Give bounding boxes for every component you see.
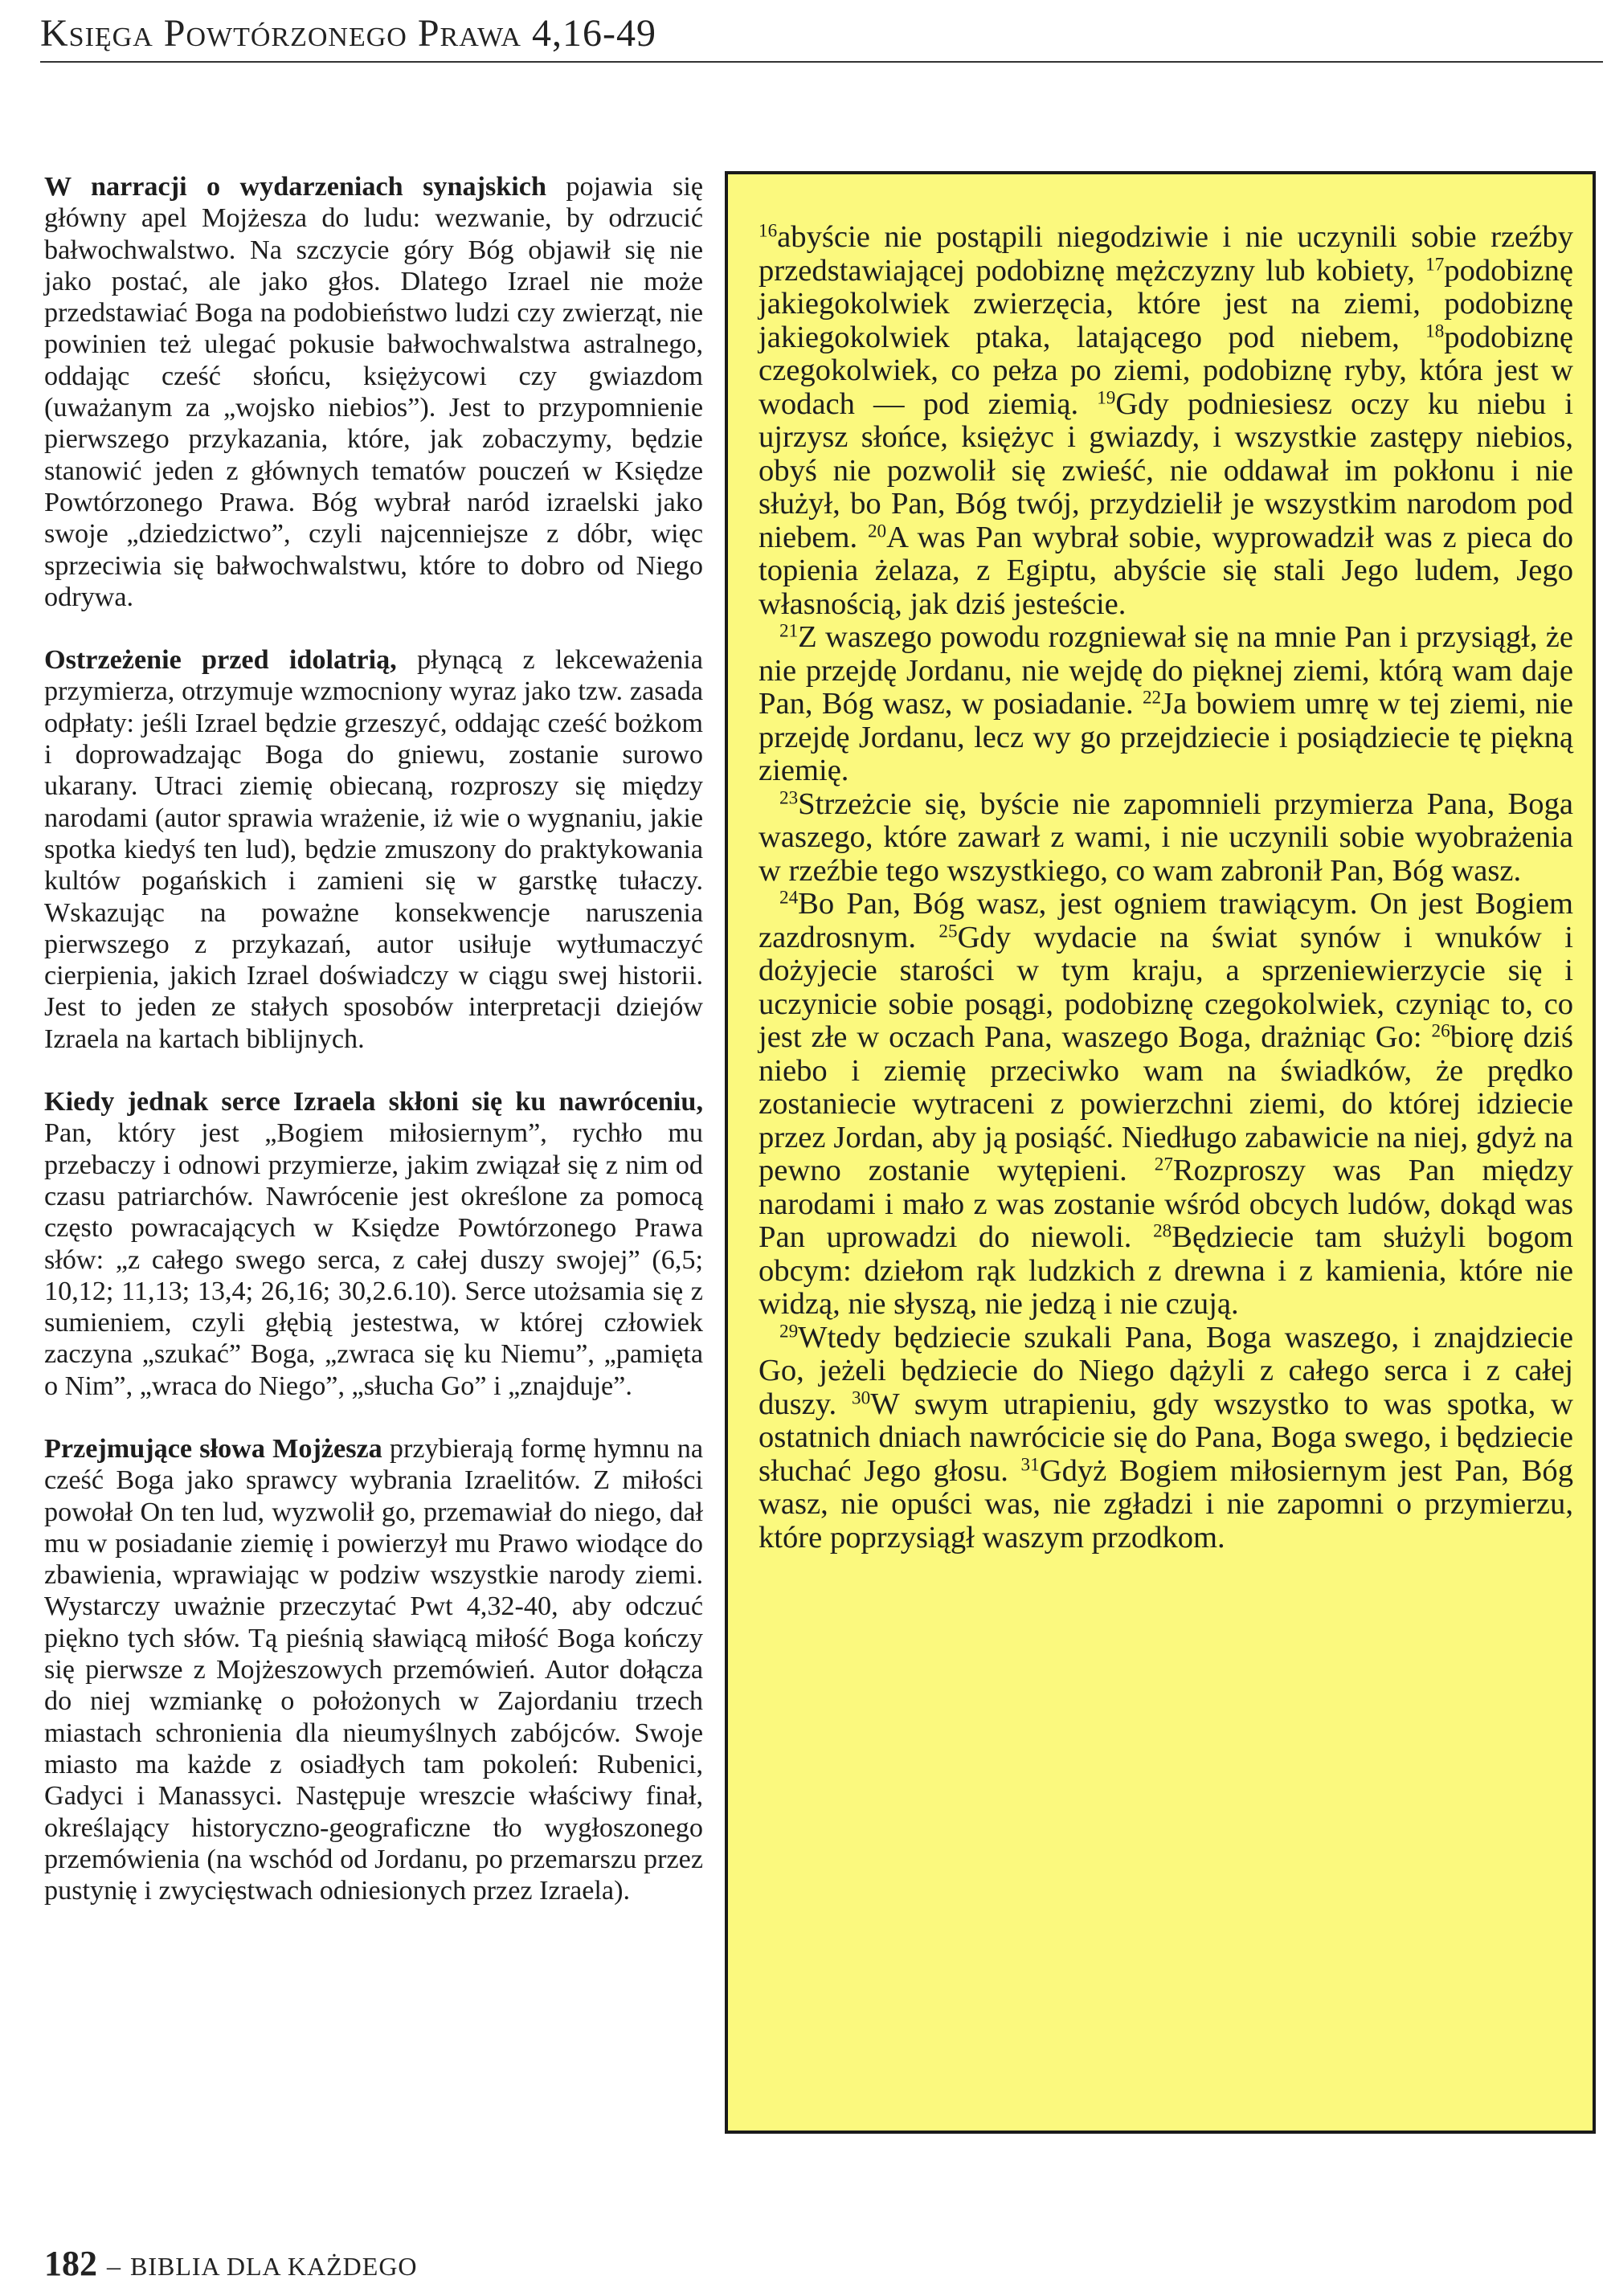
paragraph-lead: Przejmujące słowa Mojżesza [44, 1433, 382, 1464]
verse-number: 31 [1020, 1453, 1040, 1475]
verse-number: 16 [759, 220, 778, 242]
verse-text: Gdy wydacie na świat synów i wnuków i dożyjecie starości w tym kraju, a sprzeniewierzycie się i uczynicie sobie posągi, podobiznę czegokolwiek, czyniąc to, co jest złe w oczach Pana, waszego Boga, drażniąc Go: [759, 920, 1573, 1054]
verse-text: A was Pan wybrał sobie, wyprowadził was z pieca do topienia żelaza, z Egiptu, abyście się stali Jego ludem, Jego własnością, jak dziś jesteście. [759, 520, 1573, 621]
paragraph-lead: Kiedy jednak serce Izraela skłoni się ku nawróceniu, [44, 1087, 703, 1117]
verse-number: 28 [1153, 1220, 1172, 1242]
verse-text: podobiznę jakiegokolwiek zwierzęcia, które jest na ziemi, podobiznę jakiegokolwiek ptaka, latającego pod niebem, [759, 253, 1573, 354]
commentary-paragraph [44, 1086, 703, 1402]
verse-number: 22 [1142, 687, 1162, 709]
verse-text: biorę dziś niebo i ziemię przeciwko wam na świadków, że prędko zostaniecie wytraceni z powierzchni ziemi, do której idziecie przez Jordan, aby ją posiąść. Niedługo zabawicie na niej, gdyż na pewno zostanie wytępieni. [759, 1020, 1573, 1187]
scripture-paragraph [759, 788, 1573, 889]
verse-number: 19 [1097, 386, 1116, 408]
verse-text: Bo Pan, Bóg wasz, jest ogniem trawiącym. On jest Bogiem zazdrosnym. [759, 887, 1573, 954]
verse-text: W swym utrapieniu, gdy wszystko to was spotka, w ostatnich dniach nawrócicie się do Pana, Boga swego, i będziecie słuchać Jego głosu. [759, 1387, 1573, 1488]
series-title: BIBLIA DLA KAŻDEGO [130, 2252, 418, 2281]
verse-number: 25 [938, 920, 958, 942]
paragraph-text: przybierają formę hymnu na cześć Boga jako sprawcy wybrania Izraelitów. Z miłości powołał On ten lud, wyzwolił go, przemawiał do niego, dał mu w posiadanie ziemię i powierzył mu Prawo wiodące do zbawienia, wprawiając w podziw wszystkie narody ziemi. Wystarczy uważnie przeczytać Pwt 4,32-40, aby odczuć piękno tych słów. Tą pieśnią sławiącą miłość Boga kończy się pierwsze z Mojżeszowych przemówień. Autor dołącza do niej wzmiankę o położonych w Zajordaniu trzech miastach schronienia dla nieumyślnych zabójców. Swoje miasto ma każde z osiadłych tam pokoleń: Rubenici, Gadyci i Manassyci. Następuje wreszcie właściwy finał, określający historyczno-geograficzne tło wygłoszonego przemówienia (na wschód od Jordanu, po przemarszu przez pustynię i zwycięstwach odniesionych przez Izraela). [44, 1433, 703, 1906]
verse-text: podobiznę czegokolwiek, co pełza po ziemi, podobiznę ryby, która jest w wodach — pod ziemią. [759, 320, 1573, 421]
scripture-box [725, 171, 1596, 2134]
verse-number: 29 [779, 1320, 799, 1342]
header-rule [40, 61, 1603, 63]
paragraph-lead: W narracji o wydarzeniach synajskich [44, 172, 546, 202]
running-head [40, 11, 1599, 55]
scripture-paragraph [759, 1322, 1573, 1555]
scripture-text [759, 221, 1573, 1554]
commentary-column [44, 171, 703, 1938]
verse-number: 24 [779, 887, 799, 909]
paragraph-lead: Ostrzeżenie przed idolatrią, [44, 645, 397, 676]
verse-text: Z waszego powodu rozgniewał się na mnie Pan i przysiągł, że nie przejdę Jordanu, nie wejdę do pięknej ziemi, którą wam daje Pan, Bóg wasz, w posiadanie. [759, 620, 1573, 721]
verse-text: Strzeżcie się, byście nie zapomnieli przymierza Pana, Boga waszego, które zawarł z wami, i nie uczynili sobie wyobrażenia w rzeźbie tego wszystkiego, co wam zabronił Pan, Bóg wasz. [759, 786, 1573, 888]
verse-text: Rozproszy was Pan między narodami i mało z was zostanie wśród obcych ludów, dokąd was Pan uprowadzi do niewoli. [759, 1154, 1574, 1254]
verse-number: 23 [779, 786, 799, 808]
verse-number: 26 [1431, 1020, 1450, 1042]
chapter-reference: 4,16-49 [531, 12, 656, 55]
scripture-paragraph [759, 221, 1573, 621]
verse-text: Gdyż Bogiem miłosiernym jest Pan, Bóg wasz, nie opuści was, nie zgładzi i nie zapomni o przymierzu, które poprzysiągł waszym przodkom. [759, 1453, 1573, 1554]
verse-text: Ja bowiem umrę w tej ziemi, nie przejdę Jordanu, lecz wy go przejdziecie i posiądziecie tę piękną ziemię. [759, 687, 1573, 787]
verse-number: 27 [1154, 1154, 1173, 1175]
paragraph-text: Pan, który jest „Bogiem miłosiernym”, rychło mu przebaczy i odnowi przymierze, jakim związał się z nim od czasu patriarchów. Nawrócenie jest określone za pomocą często powracających w Księdze Powtórzonego Prawa słów: „z całego swego serca, z całej duszy swojej” (6,5; 10,12; 11,13; 13,4; 26,16; 30,2.6.10). Serce utożsamia się z sumieniem, czyli głębią jestestwa, w której człowiek zaczyna „szukać” Boga, „zwraca się ku Niemu”, „pamięta o Nim”, „wraca do Niego”, „słucha Go” i „znajduje”. [44, 1118, 703, 1401]
footer-separator: – [107, 2252, 121, 2282]
verse-number: 17 [1425, 253, 1445, 275]
paragraph-text: pojawia się główny apel Mojżesza do ludu: wezwanie, by odrzucić bałwochwalstwo. Na szczycie góry Bóg objawił się nie jako postać, ale jako głos. Dlatego Izrael nie może przedstawiać Boga na podobieństwo ludzi czy zwierząt, nie powinien też ulegać pokusie bałwochwalstwa astralnego, oddając cześć słońcu, księżycowi czy gwiazdom (uważanym za „wojsko niebios”). Jest to przypomnienie pierwszego przykazania, które, jak zobaczymy, będzie stanowić jeden z głównych tematów pouczeń w Księdze Powtórzonego Prawa. Bóg wybrał naród izraelski jako swoje „dziedzictwo”, czyli najcenniejsze z dóbr, więc sprzeciwia się bałwochwalstwu, które to dobro od Niego odrywa. [44, 172, 703, 612]
verse-number: 30 [852, 1387, 871, 1408]
verse-number: 20 [867, 520, 887, 541]
verse-text: Gdy podniesiesz oczy ku niebu i ujrzysz słońce, księżyc i gwiazdy, i wszystkie zastępy niebios, obyś nie pozwolił się zwieść, nie oddawał im pokłonu i nie służył, bo Pan, Bóg twój, przydzielił je wszystkim narodom pod niebem. [759, 386, 1574, 554]
page-footer [44, 2243, 418, 2284]
paragraph-text: płynącą z lekceważenia przymierza, otrzymuje wzmocniony wyraz jako tzw. zasada odpłaty: jeśli Izrael będzie grzeszyć, oddając cześć bożkom i doprowadzając Boga do gniewu, zostanie surowo ukarany. Utraci ziemię obiecaną, rozproszy się między narodami (autor sprawia wrażenie, iż wie o wygnaniu, jakie spotka kiedyś ten lud), będzie zmuszony do praktykowania kultów pogańskich i zamieni się w garstkę tułaczy. Wskazując na poważne konsekwencje naruszenia pierwszego z przykazań, autor usiłuje wytłumaczyć cierpienia, jakich Izrael doświadczy w ciągu swej historii. Jest to jeden ze stałych sposobów interpretacji dziejów Izraela na kartach biblijnych. [44, 645, 703, 1054]
commentary-paragraph [44, 171, 703, 613]
scripture-paragraph [759, 621, 1573, 788]
commentary-paragraph [44, 644, 703, 1055]
scripture-paragraph [759, 888, 1573, 1322]
verse-text: Wtedy będziecie szukali Pana, Boga waszego, i znajdziecie Go, jeżeli będziecie do Niego dążyli z całego serca i z całej duszy. [759, 1320, 1573, 1421]
page-number: 182 [44, 2244, 97, 2283]
verse-number: 21 [779, 620, 799, 642]
verse-text: abyście nie postąpili niegodziwie i nie uczynili sobie rzeźby przedstawiającej podobiznę mężczyzny lub kobiety, [759, 220, 1573, 288]
verse-text: Będziecie tam służyli bogom obcym: dziełom rąk ludzkich z drewna i z kamienia, które nie widzą, nie słyszą, nie jedzą i nie czują. [759, 1220, 1573, 1321]
book-title: Księga Powtórzonego Prawa [40, 12, 521, 55]
commentary-paragraph [44, 1433, 703, 1906]
verse-number: 18 [1425, 320, 1445, 341]
